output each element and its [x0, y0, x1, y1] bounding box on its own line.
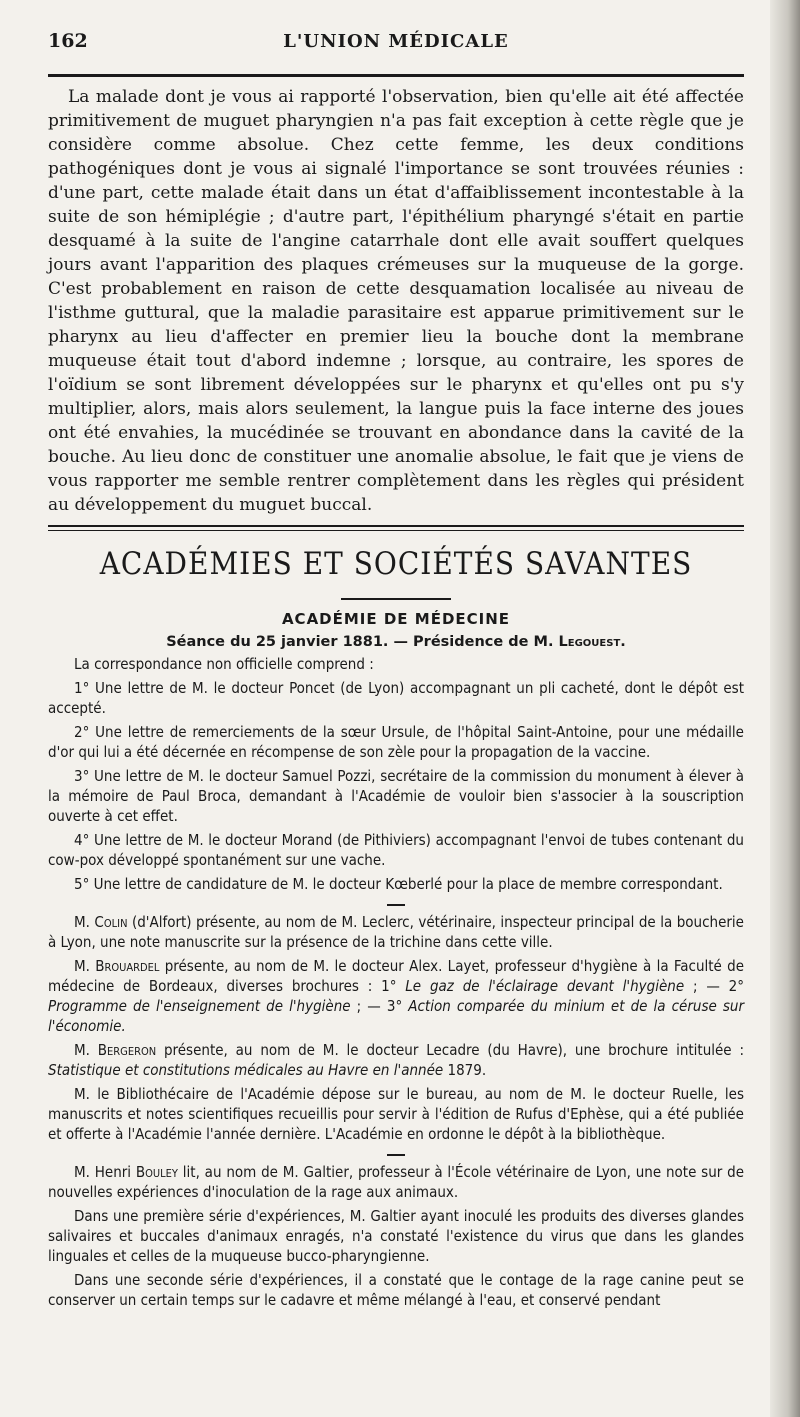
- session-line: [48, 634, 744, 650]
- page-number: 162: [48, 30, 88, 52]
- librarian-paragraph: M. le Bibliothécaire de l'Académie dépose sur le bureau, au nom de M. le docteur Ruelle, les manuscrits et notes scientifiques recueillis pour servir à l'édition de Rufus d'Ephèse, qui a été publiée et offerte à l'Académie l'année dernière. L'Académie en ordonne le dépôt à la bibliothèque.: [48, 1085, 744, 1143]
- correspondence-item-1: 1° Une lettre de M. le docteur Poncet (de Lyon) accompagnant un pli cacheté, dont le dépôt est accepté.: [48, 679, 744, 717]
- running-title: L'UNION MÉDICALE: [283, 31, 509, 52]
- separator-dash: [387, 1154, 405, 1156]
- correspondence-item-5: 5° Une lettre de candidature de M. le docteur Kœberlé pour la place de membre correspondant.: [74, 875, 723, 893]
- body-paragraph: La malade dont je vous ai rapporté l'observation, bien qu'elle ait été affectée primitivement de muguet pharyngien n'a pas fait exception à cette règle que je considère comme absolue. Chez cette femme, les deux conditions pathogéniques dont je vous ai signalé l'importance se sont trouvées réunies : d'une part, cette malade était dans un état d'affaiblissement incontestable à la suite de son hémiplégie ; d'autre part, l'épithélium pharyngé s'était en partie desquamé à la suite de l'angine catarrhale dont elle avait souffert quelques jours avant l'apparition des plaques crémeuses sur la muqueuse de la gorge. C'est probablement en raison de cette desquamation localisée au niveau de l'isthme guttural, que la maladie parasitaire est apparue primitivement sur le pharynx au lieu d'affecter en premier lieu la bouche dont la membrane muqueuse était tout d'abord indemne ; lorsque, au contraire, les spores de l'oïdium se sont librement développées sur le pharynx et qu'elles ont pu s'y multiplier, alors, mais alors seulement, la langue puis la face interne des joues ont été envahies, la mucédinée se trouvant en abondance dans la cavité de la bouche. Au lieu donc de constituer une anomalie absolue, le fait que je viens de vous rapporter me semble rentrer complètement dans les règles qui président au développement du muguet buccal.: [48, 87, 744, 515]
- correspondence-item-2: 2° Une lettre de remerciements de la sœur Ursule, de l'hôpital Saint-Antoine, pour une médaille d'or qui lui a été décernée en récompense de son zèle pour la propagation de la vaccine.: [48, 723, 744, 761]
- bergeron-paragraph: M. Bergeron présente, au nom de M. le docteur Lecadre (du Havre), une brochure intitulée : Statistique et constitutions médicales au Havre en l'année 1879.: [48, 1041, 744, 1079]
- colin-paragraph: M. Colin (d'Alfort) présente, au nom de M. Leclerc, vétérinaire, inspecteur principal de la boucherie à Lyon, une note manuscrite sur la présence de la trichine dans cette ville.: [48, 913, 744, 951]
- page-edge-shadow: [770, 0, 800, 1417]
- correspondence-item-4: 4° Une lettre de M. le docteur Morand (de Pithiviers) accompagnant l'envoi de tubes contenant du cow-pox développé spontanément sur une vache.: [48, 831, 744, 869]
- separator-dash: [387, 904, 405, 906]
- name-bouley: Bouley: [135, 1163, 178, 1181]
- journal-page: [48, 30, 744, 1310]
- galtier-second-series: Dans une seconde série d'expériences, il a constaté que le contage de la rage canine peut se conserver un certain temps sur le cadavre et même mélangé à l'eau, et conservé pendant: [48, 1271, 744, 1309]
- header-rule: [48, 74, 744, 77]
- name-brouardel: Brouardel: [95, 957, 160, 975]
- section-divider: [48, 525, 744, 531]
- session-president: Legouest.: [558, 634, 626, 650]
- academy-subtitle: ACADÉMIE DE MÉDECINE: [281, 610, 511, 628]
- session-text: Séance du 25 janvier 1881. — Présidence de M.: [166, 634, 559, 650]
- page-header: [48, 30, 744, 70]
- academy-proceedings: [48, 654, 744, 1310]
- correspondence-item-3: 3° Une lettre de M. le docteur Samuel Pozzi, secrétaire de la commission du monument à élever à la mémoire de Paul Broca, demandant à l'Académie de vouloir bien s'associer à la souscription ouverte à cet effet.: [48, 767, 744, 825]
- galtier-first-series: Dans une première série d'expériences, M. Galtier ayant inoculé les produits des diverses glandes salivaires et buccales d'animaux enragés, n'a constaté l'existence du virus que dans les glandes linguales et celles de la muqueuse bucco-pharyngienne.: [48, 1207, 744, 1265]
- section-title: ACADÉMIES ET SOCIÉTÉS SAVANTES: [99, 545, 693, 582]
- correspondence-intro: La correspondance non officielle comprend :: [74, 655, 374, 673]
- bouley-paragraph: M. Henri Bouley lit, au nom de M. Galtier, professeur à l'École vétérinaire de Lyon, une note sur de nouvelles expériences d'inoculation de la rage aux animaux.: [48, 1163, 745, 1201]
- name-colin: Colin: [94, 913, 128, 931]
- name-bergeron: Bergeron: [97, 1041, 157, 1059]
- title-rule: [341, 598, 451, 600]
- brouardel-paragraph: M. Brouardel présente, au nom de M. le docteur Alex. Layet, professeur d'hygiène à la Faculté de médecine de Bordeaux, diverses brochures : 1° Le gaz de l'éclairage devant l'hygiène ; — 2° Programme de l'enseignement de l'hygiène ; — 3° Action comparée du minium et de la céruse sur l'économie.: [48, 957, 745, 1035]
